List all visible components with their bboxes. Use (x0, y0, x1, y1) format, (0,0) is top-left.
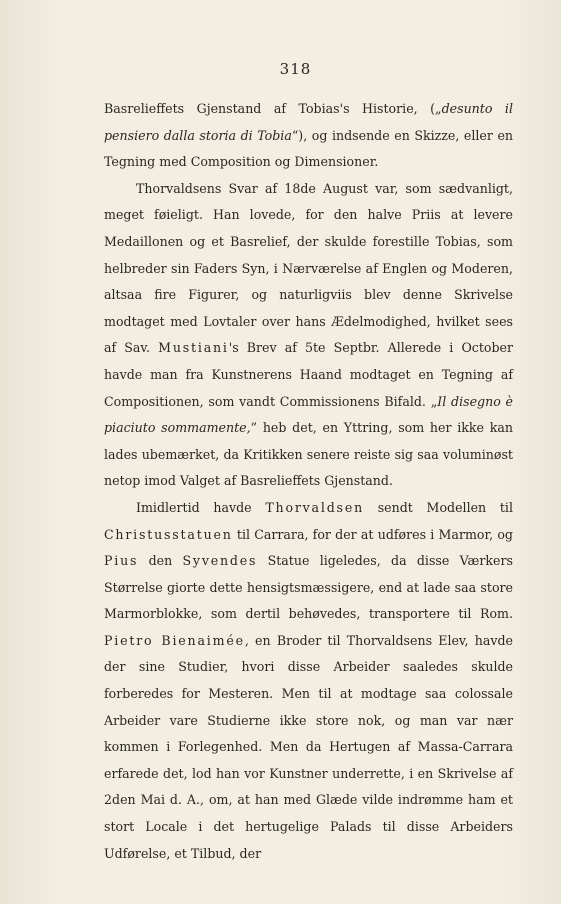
text-run: Thorvaldsens Svar af 18de August var, som sædvanligt, meget føieligt. Han lovede, for den halve Priis at levere Medaillonen og et Basrelief, der skulde forestille Tobias, som helbreder sin Faders Syn, i Nærværelse af Englen og Moderen, altsaa fire Figurer, og naturligviis blev denne Skrivelse modtaget med Lovtaler over hans Ædelmodighed, hvilket sees af Sav. (104, 180, 513, 356)
paragraph (104, 495, 513, 867)
paragraph (104, 176, 513, 495)
text-run: Imidlertid havde (136, 499, 266, 515)
text-run: 's Brev af 5te Septbr. Allerede i October havde man fra Kunstnerens Haand modtaget en Tegning af Compositionen, som vandt Commissionens Bifald. „ (104, 340, 513, 409)
text-run: ” heb det, en Yttring, som her ikke kan lades ubemærket, da Kritikken senere reiste sig saa voluminøst netop imod Valget af Basrelieffets Gjenstand. (104, 420, 513, 489)
page-number: 318 (279, 60, 312, 78)
spaced-name: Pius (104, 553, 139, 569)
spaced-name: Christusstatuen (104, 526, 233, 542)
text-run: den (138, 553, 183, 569)
text-run: sendt Modellen til (363, 499, 513, 515)
spaced-name: Pietro Bienaimée (104, 632, 245, 648)
paragraph (104, 96, 513, 176)
text-run: “), og indsende en Skizze, eller en Tegning med Composition og Dimensioner. (104, 127, 514, 170)
italic-quote: Il disegno è piaciuto sommamente, (104, 393, 513, 436)
page-text (104, 96, 513, 867)
text-run: , en Broder til Thorvaldsens Elev, havde der sine Studier, hvori disse Arbeider saaledes skulde forberedes for Mesteren. Men til at modtage saa colossale Arbeider vare Studierne ikke store nok, og man var nær kommen i Forlegenhed. Men da Hertugen af Massa-Carrara erfarede det, lod han vor Kunstner underrette, i en Skrivelse af 2den Mai d. A., om, at han med Glæde vilde indrømme ham et stort Locale i det hertugelige Palads til disse Arbeiders Udførelse, et Tilbud, der (104, 632, 513, 861)
italic-quote: desunto il pensiero dalla storia di Tobia (104, 101, 513, 143)
text-run: Statue ligeledes, da disse Værkers Størrelse giorte dette hensigtsmæssigere, end at lade saa store Marmorblokke, som dertil behøvedes, transportere til Rom. (104, 553, 513, 622)
spaced-name: Mustiani (158, 340, 229, 356)
spaced-name: Syvendes (182, 553, 258, 569)
spaced-name: Thorvaldsen (265, 499, 364, 515)
text-run: Basrelieffets Gjenstand af Tobias's Historie, („ (104, 101, 442, 116)
text-run: til Carrara, for der at udføres i Marmor, og (232, 526, 513, 542)
